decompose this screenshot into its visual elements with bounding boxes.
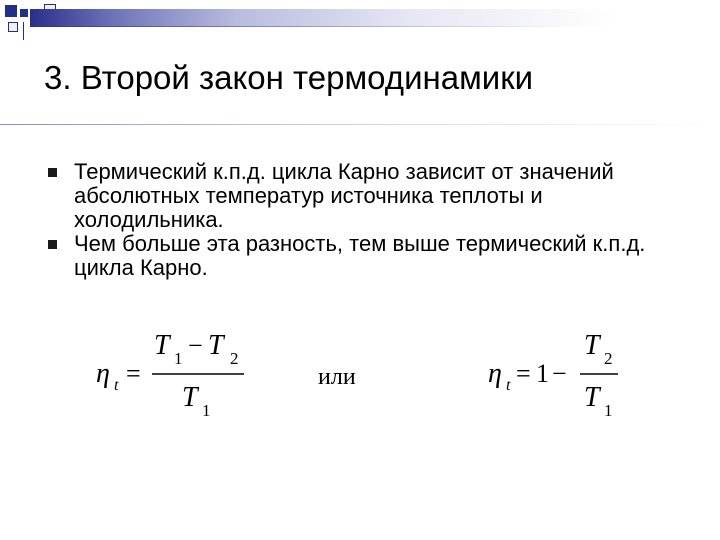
bullet-text: Термический к.п.д. цикла Карно зависит от значений абсолютных температур источника теплоты и холодильника. [74, 159, 614, 232]
formula-sub-2: 2 [230, 349, 239, 368]
formula-equals: = [516, 359, 531, 388]
formula-minus: − [552, 359, 567, 388]
deco-square-small [20, 9, 28, 17]
formula-right [486, 322, 646, 432]
formula-one: 1 [536, 359, 549, 388]
formula-eta: η [488, 358, 502, 389]
deco-square-filled [5, 5, 17, 17]
formula-T: T [584, 330, 600, 361]
slide-title: 3. Второй закон термодинамики [44, 59, 534, 96]
formula-T: T [584, 382, 600, 413]
deco-vertical-line [23, 22, 24, 40]
formula-sub-1: 1 [174, 349, 183, 368]
formula-sub-1: 1 [604, 401, 613, 420]
title-divider [0, 124, 720, 125]
formula-sub-1: 1 [202, 401, 211, 420]
formula-eta-subscript: t [506, 377, 511, 394]
bullet-text: Чем больше эта разность, тем выше термический к.п.д. цикла Карно. [74, 231, 646, 280]
formula-minus: − [188, 331, 203, 360]
formula-eta-subscript: t [114, 377, 119, 394]
bullet-list [44, 160, 684, 280]
formula-equals: = [126, 359, 141, 388]
formula-sub-2: 2 [604, 349, 613, 368]
square-bullet-icon [48, 168, 57, 177]
formula-eta: η [96, 358, 110, 389]
header-decoration [0, 0, 720, 40]
formula-T: T [182, 382, 198, 413]
formula-or-word: или [318, 364, 356, 390]
deco-square-outline [8, 22, 18, 32]
bullet-item [44, 232, 684, 280]
formula-T: T [208, 330, 224, 361]
bullet-item [44, 160, 684, 232]
square-bullet-icon [48, 240, 57, 249]
formula-T: T [154, 330, 170, 361]
deco-gradient-strip [30, 9, 720, 26]
formula-left [92, 322, 272, 432]
